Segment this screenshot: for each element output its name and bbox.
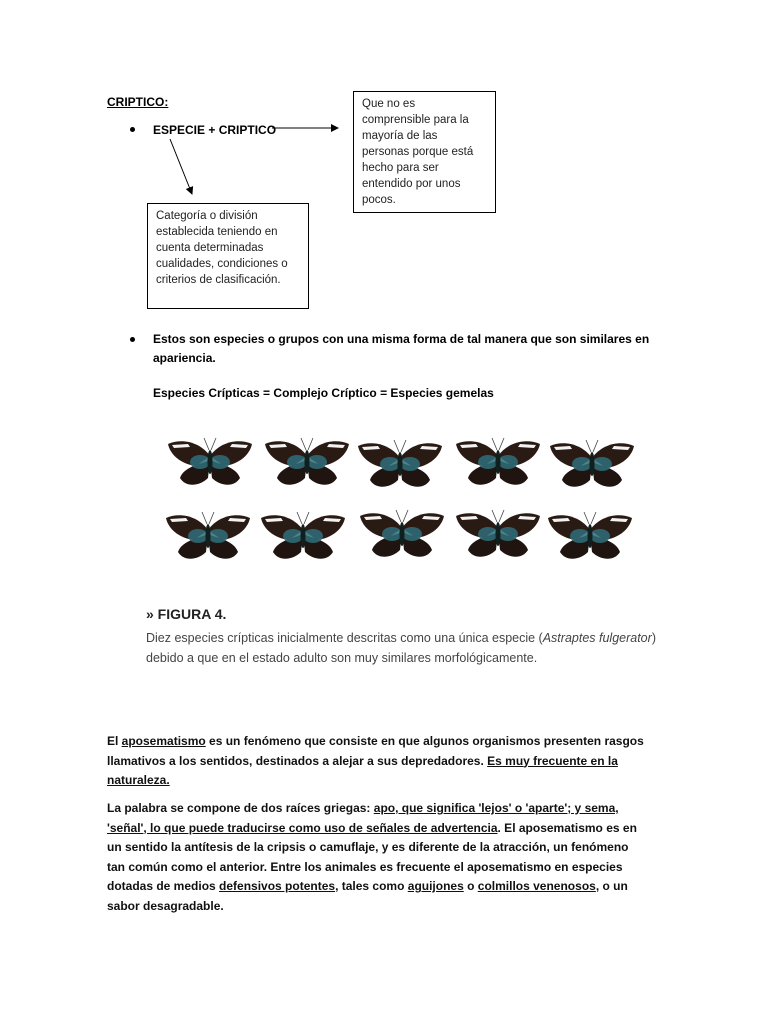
box-line: cualidades, condiciones o [156, 258, 288, 270]
definition-box-criptico [353, 91, 496, 213]
link-aguijones[interactable]: aguijones [407, 879, 464, 893]
butterfly-4 [456, 438, 540, 485]
caption-line-2: debido a que en el estado adulto son muy similares morfológicamente. [146, 651, 538, 665]
box-line: establecida teniendo en [156, 226, 278, 238]
definition-box-especie [147, 203, 309, 309]
figure-caption [146, 628, 666, 668]
box-line: personas porque está [362, 146, 474, 158]
link-defensivos-potentes[interactable]: defensivos potentes [219, 879, 336, 893]
butterfly-6 [166, 512, 250, 559]
link-colmillos-venenosos[interactable]: colmillos venenosos [477, 879, 596, 893]
butterfly-3 [358, 440, 442, 487]
butterfly-8 [360, 510, 444, 557]
term-aposematismo[interactable]: aposematismo [121, 734, 206, 748]
link-frecuente[interactable]: Es muy frecuente en la naturaleza. [107, 753, 618, 787]
paragraph-etimologia: La palabra se compone de dos raíces griegas: apo, que significa 'lejos' o 'aparte'; y sema, 'señal', lo que puede traducirse como uso de señales de advertencia. El aposematismo es en un sentido la antítesis de la cripsis o camuflaje, y es diferente de la atracción, un fenómeno tan común como el anterior. Entre los animales es frecuente el aposematismo en especies dotadas de medios defensivos potentes, tales como aguijones o colmillos venenosos, o un sabor desagradable. [107, 801, 637, 913]
butterflies-figure [165, 420, 645, 570]
species-equation: Especies Crípticas = Complejo Críptico = Especies gemelas [153, 386, 494, 400]
bullet-line: apariencia. [153, 351, 216, 365]
link-raices-griegas[interactable]: apo, que significa 'lejos' o 'aparte'; y sema, 'señal', lo que puede traducirse como uso de señales de advertencia [107, 801, 619, 835]
figure-label: » FIGURA 4. [146, 606, 227, 622]
butterfly-2 [265, 438, 349, 485]
box-line: entendido por unos [362, 178, 461, 190]
bullet-especie-criptico: ESPECIE + CRIPTICO [153, 123, 277, 137]
box-line: pocos. [362, 194, 396, 206]
bullet-dot [130, 337, 135, 342]
butterfly-9 [456, 510, 540, 557]
paragraph-aposematismo: El aposematismo es un fenómeno que consiste en que algunos organismos presenten rasgos llamativos a los sentidos, destinados a alejar a sus depredadores. Es muy frecuente en la naturaleza. [107, 734, 644, 787]
bullet-similar-species [153, 330, 653, 368]
arrow-down [170, 139, 192, 194]
bullet-line: Estos son especies o grupos con una misma forma de tal manera que son similares en [153, 332, 650, 346]
box-line: comprensible para la [362, 114, 469, 126]
species-name: Astraptes fulgerator [542, 631, 652, 645]
box-line: Que no es [362, 98, 416, 110]
butterfly-10 [548, 512, 632, 559]
caption-line-1: Diez especies crípticas inicialmente descritas como una única especie (Astraptes fulgerator) [146, 631, 656, 645]
butterfly-1 [168, 438, 252, 485]
box-line: criterios de clasificación. [156, 274, 281, 286]
butterfly-7 [261, 512, 345, 559]
butterfly-5 [550, 440, 634, 487]
box-line: cuenta determinadas [156, 242, 264, 254]
box-line: Categoría o división [156, 210, 258, 222]
box-line: hecho para ser [362, 162, 439, 174]
box-line: mayoría de las [362, 130, 438, 142]
section-heading: CRIPTICO: [107, 95, 169, 109]
